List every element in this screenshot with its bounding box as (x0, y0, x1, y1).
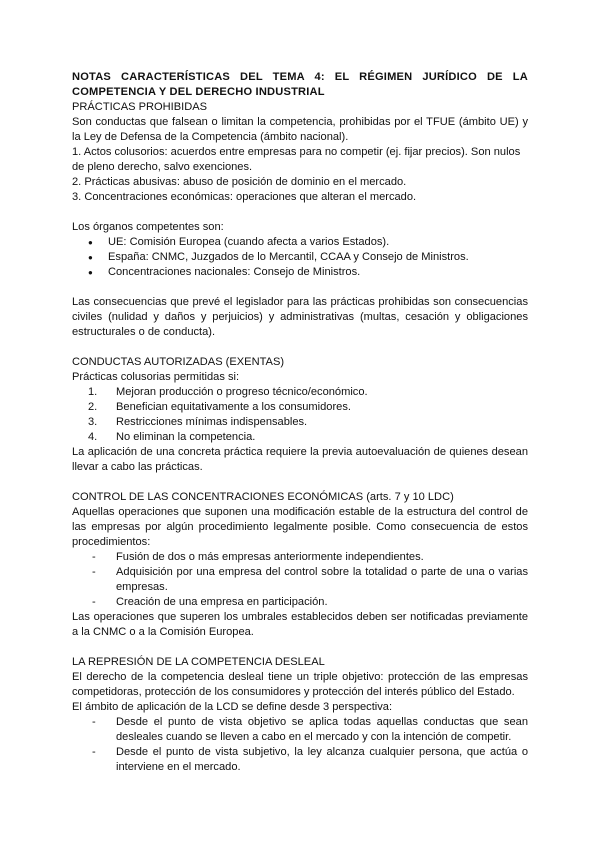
list-item: 1. Mejoran producción o progreso técnico/económico. (88, 386, 368, 398)
list-item: - Desde el punto de vista subjetivo, la ley alcanza cualquier persona, que actúa o interviene en el mercado. (86, 745, 528, 775)
conditions-list (72, 385, 528, 445)
perspectives-list (72, 715, 528, 775)
list-item: - Desde el punto de vista objetivo se aplica todas aquellas conductas que sean desleales cuando se lleven a cabo en el mercado y con la intención de competir. (86, 715, 528, 745)
list-item: 2. Benefician equitativamente a los consumidores. (88, 401, 351, 413)
paragraph: Las operaciones que superen los umbrales establecidos deben ser notificadas previamente a la CNMC o a la Comisión Europea. (72, 611, 528, 638)
list-item: - Adquisición por una empresa del control sobre la totalidad o parte de una o varias empresas. (86, 565, 528, 595)
paragraph: Las consecuencias que prevé el legislador para las prácticas prohibidas son consecuencias civiles (nulidad y daños y perjuicios) y administrativas (multas, cesación y obligaciones estructurales o de conducta). (72, 296, 528, 338)
list-item: - Creación de una empresa en participación. (86, 595, 528, 610)
document-title: NOTAS CARACTERÍSTICAS DEL TEMA 4: EL RÉGIMEN JURÍDICO DE LA COMPETENCIA Y DEL DERECHO INDUSTRIAL (72, 71, 528, 98)
paragraph: La aplicación de una concreta práctica requiere la previa autoevaluación de quienes desean llevar a cabo las prácticas. (72, 446, 528, 473)
section-heading-competencia-desleal: LA REPRESIÓN DE LA COMPETENCIA DESLEAL (72, 656, 325, 668)
section-heading-control-concentraciones: CONTROL DE LAS CONCENTRACIONES ECONÓMICAS (arts. 7 y 10 LDC) (72, 491, 454, 503)
paragraph: Prácticas colusorias permitidas si: (72, 371, 240, 383)
list-item: ● Concentraciones nacionales: Consejo de Ministros. (88, 265, 528, 280)
paragraph: El ámbito de aplicación de la LCD se define desde 3 perspectiva: (72, 701, 393, 713)
list-item: 3. Restricciones mínimas indispensables. (88, 416, 308, 428)
list-item: - Fusión de dos o más empresas anteriormente independientes. (86, 550, 528, 565)
list-item: ● España: CNMC, Juzgados de lo Mercantil, CCAA y Consejo de Ministros. (88, 250, 528, 265)
document-page (72, 70, 528, 775)
list-item: ● UE: Comisión Europea (cuando afecta a varios Estados). (88, 235, 528, 250)
section-heading-practicas-prohibidas: PRÁCTICAS PROHIBIDAS (72, 101, 207, 113)
list-item: 3. Concentraciones económicas: operaciones que alteran el mercado. (72, 191, 417, 203)
list-item: 4. No eliminan la competencia. (88, 431, 256, 443)
list-item: 1. Actos colusorios: acuerdos entre empresas para no competir (ej. fijar precios). Son nulos de pleno derecho, salvo exenciones. (72, 146, 521, 173)
paragraph: El derecho de la competencia desleal tiene un triple objetivo: protección de las empresas competidoras, protección de los consumidores y protección del interés público del Estado. (72, 671, 528, 698)
paragraph: Aquellas operaciones que suponen una modificación estable de la estructura del control de las empresas por algún procedimiento legalmente posible. Como consecuencia de estos procedimientos: (72, 506, 528, 548)
procedures-list (72, 550, 528, 610)
section-heading-conductas-autorizadas: CONDUCTAS AUTORIZADAS (EXENTAS) (72, 356, 285, 368)
organs-list (72, 235, 528, 280)
list-item: 2. Prácticas abusivas: abuso de posición de dominio en el mercado. (72, 176, 407, 188)
paragraph: Son conductas que falsean o limitan la competencia, prohibidas por el TFUE (ámbito UE) y la Ley de Defensa de la Competencia (ámbito nacional). (72, 116, 528, 143)
paragraph: Los órganos competentes son: (72, 221, 224, 233)
